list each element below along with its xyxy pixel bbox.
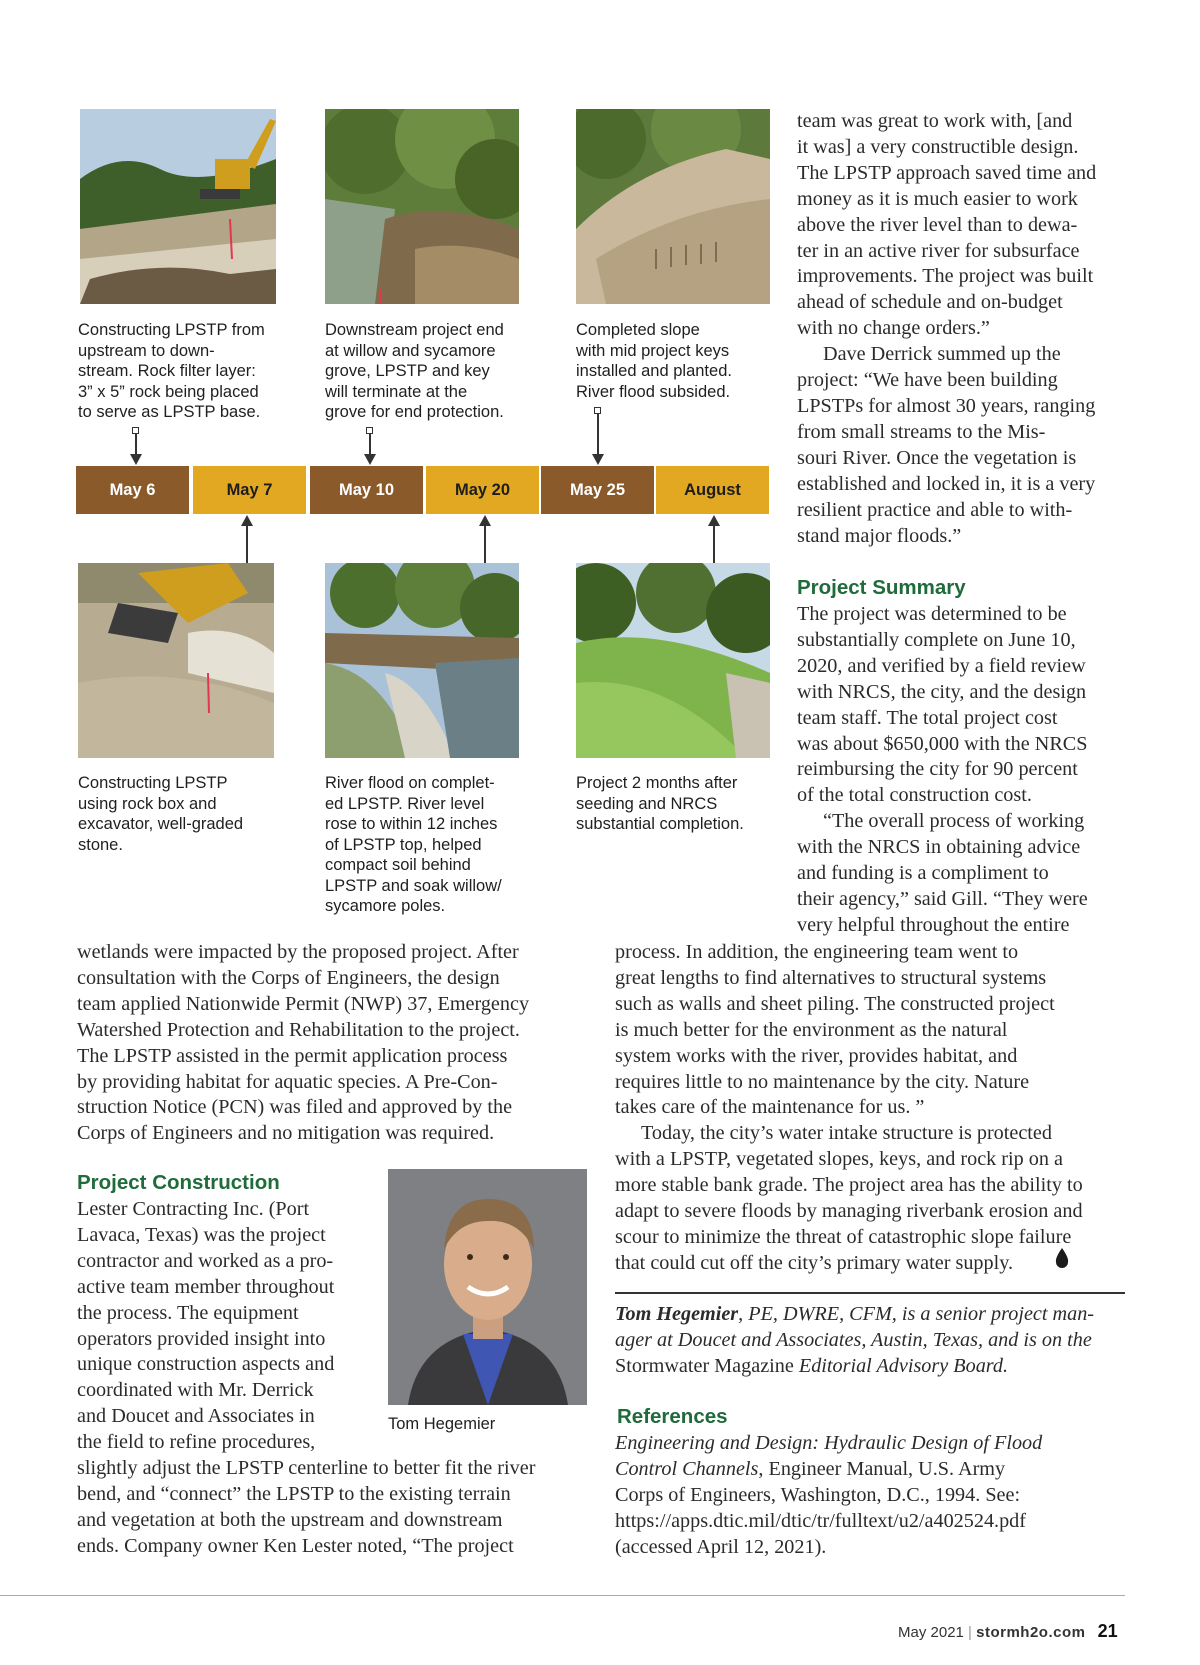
footer-issue: May 2021 [898,1624,964,1641]
timeline-may-25: May 25 [541,466,654,514]
page-number: 21 [1097,1621,1118,1641]
bio-magazine-name: Stormwater Magazine [615,1354,794,1377]
right-column-top-text: team was great to work with, [and it was] a very constructible design. The LPSTP approach saved time and money as it is much easier to work above the river level than to dewa- ter in an active river for subsurface improvements. The project was built ahead of schedule and on-budget with no change orders.” Dave Derrick summed up the project: “We have been building LPSTPs for almost 30 years, ranging from small streams to the Mis- souri River. Once the vegetation is established and locked in, it is a very resilient practice and able to with- stand major floods.” [797,110,1097,547]
ref-url-link[interactable]: https://apps.dtic.mil/dtic/tr/fulltext/u2/a402524.pdf [615,1509,1026,1532]
timeline-may-6: May 6 [76,466,189,514]
portrait-caption: Tom Hegemier [388,1415,496,1433]
caption-may-10: Downstream project end at willow and sycamore grove, LPSTP and key will terminate at the grove for end protection. [325,321,504,421]
ref-italic-title: Control Channels [615,1457,759,1480]
references-heading: References [617,1405,728,1428]
project-summary-heading: Project Summary [797,576,966,599]
connector-line [597,413,599,455]
timeline-may-7: May 7 [193,466,306,514]
timeline-may-10: May 10 [310,466,423,514]
footer-site[interactable]: stormh2o.com [976,1624,1086,1641]
caption-may-20: River flood on complet- ed LPSTP. River level rose to within 12 inches of LPSTP top, helped compact soil behind LPSTP and soak willow/ sycamore poles. [325,774,502,915]
bio-line3-rest: Editorial Advisory Board. [793,1354,1009,1377]
right-column-mid-text: process. In addition, the engineering team went to great lengths to find alternatives to structural systems such as walls and sheet piling. The constructed project is much better for the environment as the natural system works with the river, provides habitat, and requires little to no maintenance by the city. Nature takes care of the maintenance for us. ” Today, the city’s water intake structure is protected with a LPSTP, vegetated slopes, keys, and rock rip on a more stable bank grade. The project area has the ability to adapt to severe floods by managing riverbank erosion and scour to minimize the threat of catastrophic slope failure that could cut off the city’s primary water supply. [615,941,1083,1274]
footer-separator: | [968,1624,972,1641]
photo-rock-box-excavator [78,563,274,758]
arrow-down-icon [592,454,604,465]
references-text: Engineering and Design: Hydraulic Design of Flood Control Channels, Engineer Manual, U.S. Army Corps of Engineers, Washington, D.C., 1994. See: https://apps.dtic.mil/dtic/tr/fulltext/u2/a402524.pdf (accessed April 12, 2021). [615,1432,1043,1558]
photo-excavator-rock-filter [80,109,276,304]
bio-divider [615,1292,1125,1294]
arrow-down-icon [130,454,142,465]
project-construction-narrow-text: Lester Contracting Inc. (Port Lavaca, Texas) was the project contractor and worked as a pro- active team member throughout the process. The equipment operators provided insight into unique construction aspects and coordinated with Mr. Derrick and Doucet and Associates in the field to refine procedures, [77,1198,335,1454]
portrait-tom-hegemier [388,1169,587,1405]
photo-completed-slope [576,109,770,304]
photo-willow-sycamore-grove [325,109,519,304]
bio-author-name: Tom Hegemier [615,1303,739,1325]
photo-green-slope [576,563,770,758]
water-drop-icon [1055,1248,1069,1273]
arrow-down-icon [364,454,376,465]
photo-river-flood [325,563,519,758]
timeline-august: August [656,466,769,514]
connector-line [369,433,371,455]
project-construction-wide-text: slightly adjust the LPSTP centerline to better fit the river bend, and “connect” the LPSTP to the existing terrain and vegetation at both the upstream and downstream ends. Company owner Ken Lester noted, “The project [77,1457,536,1557]
connector-line [484,524,486,566]
caption-may-7: Constructing LPSTP using rock box and excavator, well-graded stone. [78,774,244,854]
footer [898,1621,1118,1642]
connector-line [246,524,248,566]
bio-line1-rest: , PE, DWRE, CFM, is a senior project man- [738,1303,1095,1325]
project-summary-text: The project was determined to be substantially complete on June 10, 2020, and verified by a field review with NRCS, the city, and the design team staff. The total project cost was about $650,000 with the NRCS reimbursing the city for 90 percent of the total construction cost. “The overall process of working with the NRCS in obtaining advice and funding is a compliment to their agency,” said Gill. “They were very helpful throughout the entire [797,603,1088,936]
connector-line [713,524,715,566]
author-bio: Tom Hegemier, PE, DWRE, CFM, is a senior project man- ager at Doucet and Associates, Austin, Texas, and is on the Stormwater Magazine Editorial Advisory Board. [615,1303,1095,1377]
ref-line2-rest: , Engineer Manual, U.S. Army [758,1457,1006,1480]
connector-line [135,433,137,455]
caption-august: Project 2 months after seeding and NRCS substantial completion. [576,774,744,833]
project-construction-heading: Project Construction [77,1171,280,1194]
caption-may-25: Completed slope with mid project keys installed and planted. River flood subsided. [576,321,732,401]
footer-rule [0,1595,1125,1596]
timeline-may-20: May 20 [426,466,539,514]
left-column-text: wetlands were impacted by the proposed project. After consultation with the Corps of Engineers, the design team applied Nationwide Permit (NWP) 37, Emergency Watershed Protection and Rehabilitation to the project. The LPSTP assisted in the permit application process by providing habitat for aquatic species. A Pre-Con- struction Notice (PCN) was filed and approved by the Corps of Engineers and no mitigation was required. [77,941,530,1145]
caption-may-6: Constructing LPSTP from upstream to down- stream. Rock filter layer: 3” x 5” rock being placed to serve as LPSTP base. [78,321,265,421]
